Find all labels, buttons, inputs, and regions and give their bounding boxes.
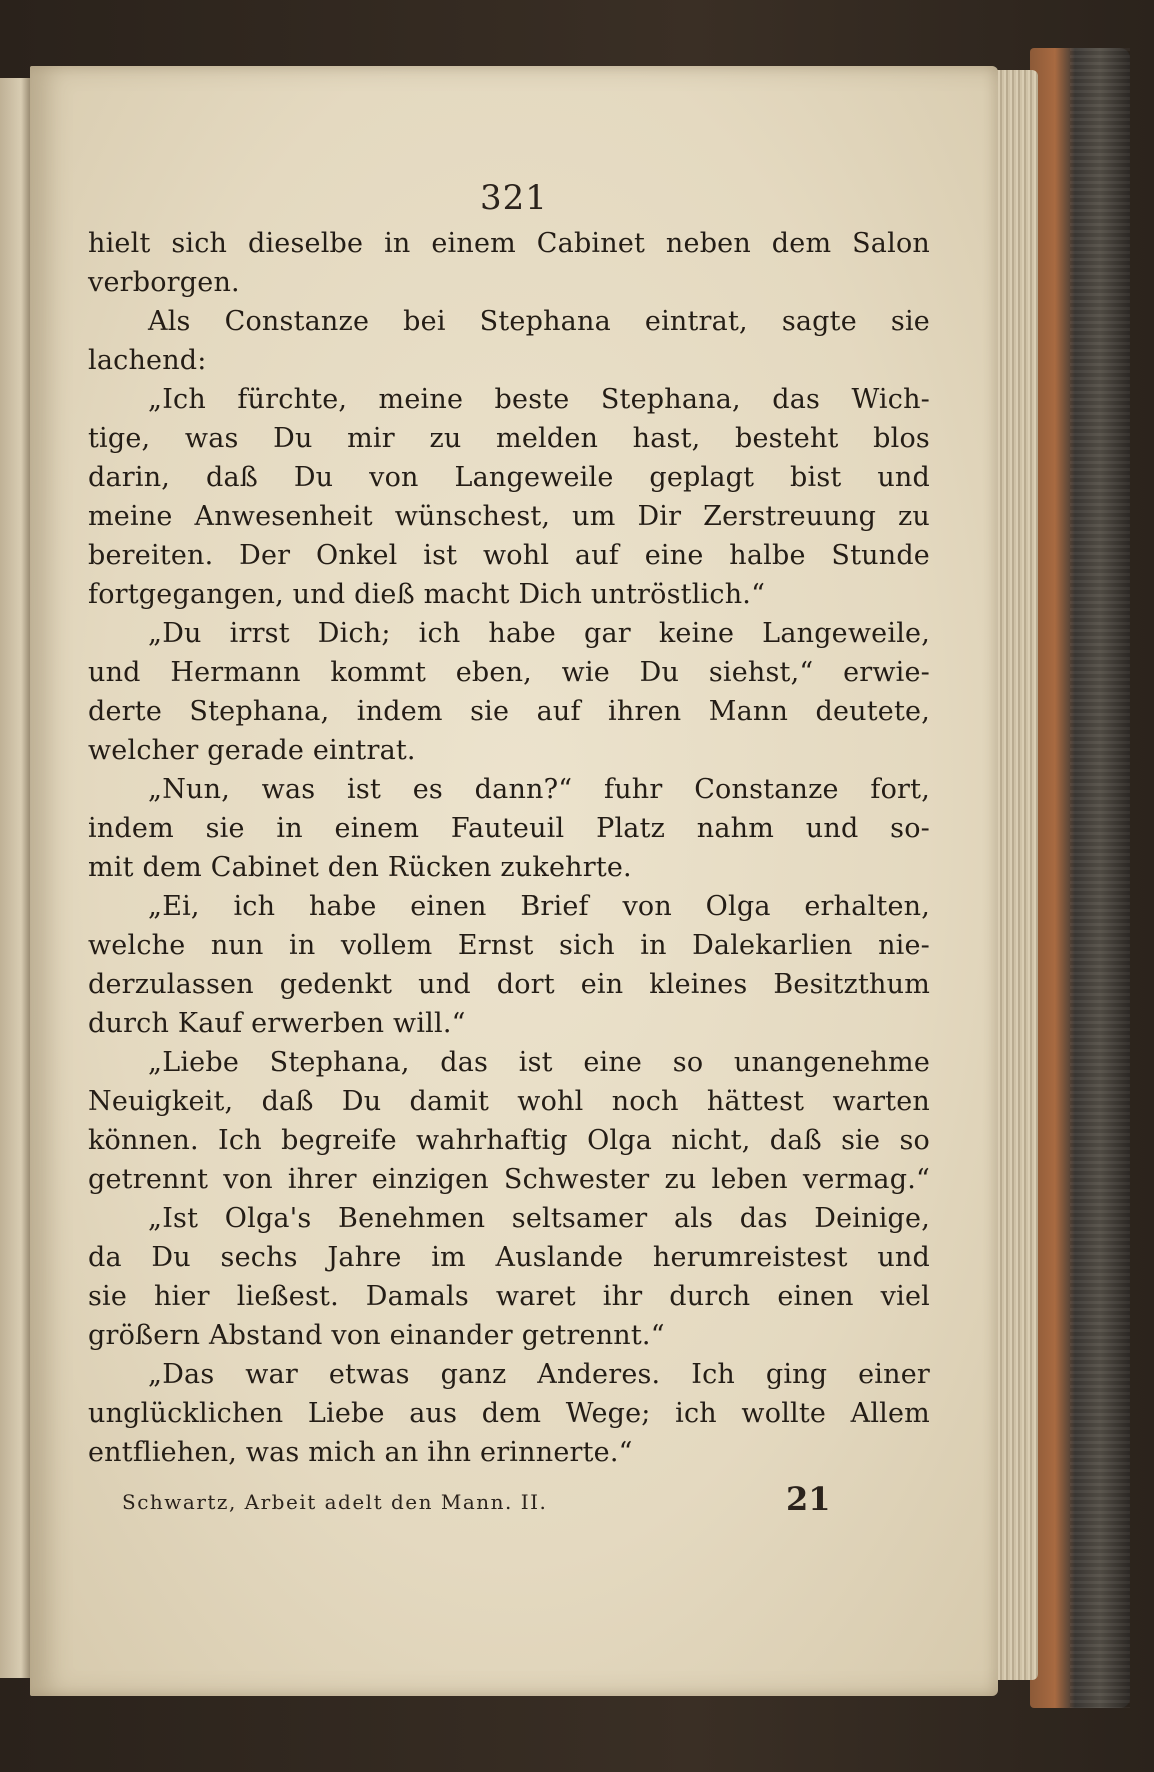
text-line: welcher gerade eintrat. xyxy=(88,735,416,766)
text-line: tige, was Du mir zu melden hast, besteht blos xyxy=(88,423,930,454)
text-line: derte Stephana, indem sie auf ihren Mann deutete, xyxy=(88,696,930,727)
text-line: hielt sich dieselbe in einem Cabinet neben dem Salon xyxy=(88,228,930,259)
text-line: „Ei, ich habe einen Brief von Olga erhalten, xyxy=(148,891,930,922)
text-line: darin, daß Du von Langeweile geplagt bist und xyxy=(88,462,930,493)
text-line: lachend: xyxy=(88,345,207,376)
page-footer xyxy=(122,1480,842,1520)
body-text xyxy=(88,224,930,1472)
text-line: „Ich fürchte, meine beste Stephana, das Wich- xyxy=(148,384,930,415)
text-line: indem sie in einem Fauteuil Platz nahm und so- xyxy=(88,813,930,844)
footer-signature: Schwartz, Arbeit adelt den Mann. II. xyxy=(122,1490,548,1514)
text-line: „Das war etwas ganz Anderes. Ich ging einer xyxy=(148,1359,930,1390)
text-line: größern Abstand von einander getrennt.“ xyxy=(88,1320,665,1351)
text-line: meine Anwesenheit wünschest, um Dir Zerstreuung zu xyxy=(88,501,930,532)
text-line: getrennt von ihrer einzigen Schwester zu leben vermag.“ xyxy=(88,1164,930,1195)
text-line: sie hier ließest. Damals waret ihr durch einen viel xyxy=(88,1281,930,1312)
sheet-number: 21 xyxy=(786,1480,831,1518)
text-line: verborgen. xyxy=(88,267,240,298)
text-line: Neuigkeit, daß Du damit wohl noch hättest warten xyxy=(88,1086,930,1117)
text-line: „Nun, was ist es dann?“ fuhr Constanze fort, xyxy=(148,774,930,805)
page-number: 321 xyxy=(480,178,548,218)
text-line: entfliehen, was mich an ihn erinnerte.“ xyxy=(88,1437,633,1468)
text-line: durch Kauf erwerben will.“ xyxy=(88,1008,466,1039)
facing-page-edge xyxy=(0,78,32,1678)
text-line: „Ist Olga's Benehmen seltsamer als das Deinige, xyxy=(148,1203,930,1234)
text-line: welche nun in vollem Ernst sich in Dalekarlien nie- xyxy=(88,930,930,961)
text-line: „Du irrst Dich; ich habe gar keine Langeweile, xyxy=(148,618,930,649)
book-cover-edge xyxy=(1030,48,1130,1708)
text-line: derzulassen gedenkt und dort ein kleines Besitzthum xyxy=(88,969,930,1000)
page-stack-edge xyxy=(992,70,1038,1680)
text-line: da Du sechs Jahre im Auslande herumreistest und xyxy=(88,1242,930,1273)
text-line: und Hermann kommt eben, wie Du siehst,“ erwie- xyxy=(88,657,930,688)
text-line: Als Constanze bei Stephana eintrat, sagte sie xyxy=(148,306,930,337)
text-line: können. Ich begreife wahrhaftig Olga nicht, daß sie so xyxy=(88,1125,930,1156)
text-line: mit dem Cabinet den Rücken zukehrte. xyxy=(88,852,632,883)
text-line: fortgegangen, und dieß macht Dich untröstlich.“ xyxy=(88,579,766,610)
text-line: bereiten. Der Onkel ist wohl auf eine halbe Stunde xyxy=(88,540,930,571)
book-page xyxy=(30,66,998,1696)
text-line: unglücklichen Liebe aus dem Wege; ich wollte Allem xyxy=(88,1398,930,1429)
text-line: „Liebe Stephana, das ist eine so unangenehme xyxy=(148,1047,930,1078)
